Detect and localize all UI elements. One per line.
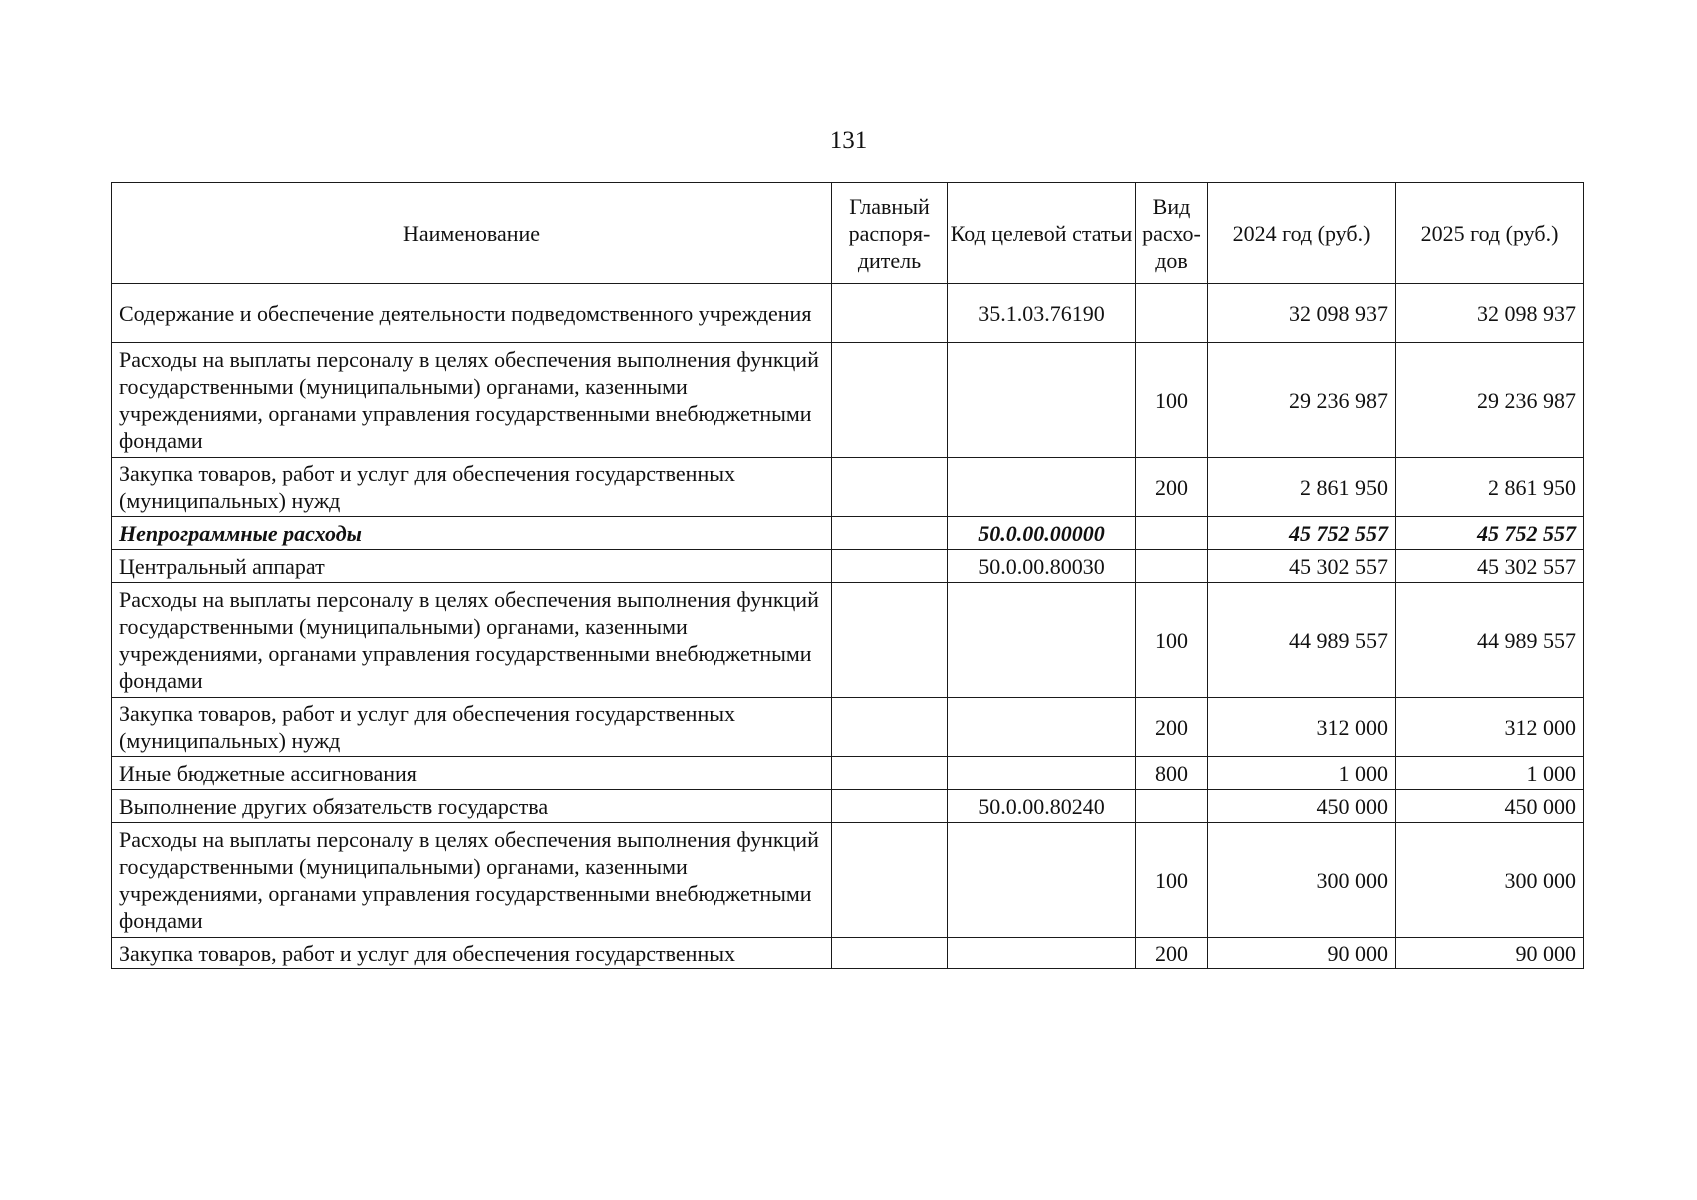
table-row — [112, 284, 1584, 343]
cell-type: 200 — [1136, 458, 1208, 517]
cell-2025: 300 000 — [1396, 823, 1584, 938]
cell-manager — [832, 517, 948, 550]
header-code: Код целевой статьи — [948, 183, 1136, 284]
cell-2024: 29 236 987 — [1208, 343, 1396, 458]
cell-code — [948, 343, 1136, 458]
cell-code — [948, 823, 1136, 938]
cell-2024: 2 861 950 — [1208, 458, 1396, 517]
cell-type: 200 — [1136, 938, 1208, 969]
cell-manager — [832, 698, 948, 757]
cell-2024: 32 098 937 — [1208, 284, 1396, 343]
cell-name: Расходы на выплаты персоналу в целях обеспечения выполнения функций государственными (муниципальными) органами, казенными учреждениями, органами управления государственными внебюджетными фондами — [112, 583, 832, 698]
cell-2025: 45 302 557 — [1396, 550, 1584, 583]
cell-manager — [832, 284, 948, 343]
cell-name: Непрограммные расходы — [112, 517, 832, 550]
cell-2024: 44 989 557 — [1208, 583, 1396, 698]
cell-name: Расходы на выплаты персоналу в целях обеспечения выполнения функций государственными (муниципальными) органами, казенными учреждениями, органами управления государственными внебюджетными фондами — [112, 343, 832, 458]
cell-manager — [832, 757, 948, 790]
cell-2024: 300 000 — [1208, 823, 1396, 938]
table-row — [112, 517, 1584, 550]
table-row — [112, 790, 1584, 823]
cell-manager — [832, 458, 948, 517]
cell-type: 800 — [1136, 757, 1208, 790]
cell-code — [948, 698, 1136, 757]
cell-name: Закупка товаров, работ и услуг для обеспечения государственных — [112, 938, 832, 969]
cell-name: Содержание и обеспечение деятельности подведомственного учреждения — [112, 284, 832, 343]
cell-name: Иные бюджетные ассигнования — [112, 757, 832, 790]
cell-code: 50.0.00.00000 — [948, 517, 1136, 550]
cell-type — [1136, 517, 1208, 550]
table-row — [112, 343, 1584, 458]
cell-2024: 1 000 — [1208, 757, 1396, 790]
cell-manager — [832, 550, 948, 583]
cell-2025: 1 000 — [1396, 757, 1584, 790]
cell-2025: 32 098 937 — [1396, 284, 1584, 343]
cell-2024: 450 000 — [1208, 790, 1396, 823]
cell-2025: 90 000 — [1396, 938, 1584, 969]
cell-2025: 29 236 987 — [1396, 343, 1584, 458]
table-row — [112, 757, 1584, 790]
cell-2024: 90 000 — [1208, 938, 1396, 969]
header-manager: Главный распоря-дитель — [832, 183, 948, 284]
header-name: Наименование — [112, 183, 832, 284]
cell-type — [1136, 550, 1208, 583]
header-2025: 2025 год (руб.) — [1396, 183, 1584, 284]
cell-manager — [832, 790, 948, 823]
cell-type: 100 — [1136, 343, 1208, 458]
cell-manager — [832, 938, 948, 969]
cell-type — [1136, 790, 1208, 823]
table-row — [112, 550, 1584, 583]
cell-manager — [832, 583, 948, 698]
cell-2025: 450 000 — [1396, 790, 1584, 823]
cell-manager — [832, 823, 948, 938]
cell-type — [1136, 284, 1208, 343]
cell-type: 200 — [1136, 698, 1208, 757]
table-row — [112, 458, 1584, 517]
budget-table — [111, 182, 1584, 969]
table-header-row — [112, 183, 1584, 284]
cell-manager — [832, 343, 948, 458]
cell-code: 50.0.00.80240 — [948, 790, 1136, 823]
table-row — [112, 823, 1584, 938]
table-row — [112, 583, 1584, 698]
cell-2025: 44 989 557 — [1396, 583, 1584, 698]
cell-code: 35.1.03.76190 — [948, 284, 1136, 343]
cell-name: Выполнение других обязательств государства — [112, 790, 832, 823]
cell-2025: 2 861 950 — [1396, 458, 1584, 517]
cell-2024: 45 752 557 — [1208, 517, 1396, 550]
cell-type: 100 — [1136, 583, 1208, 698]
cell-2024: 312 000 — [1208, 698, 1396, 757]
cell-type: 100 — [1136, 823, 1208, 938]
cell-name: Закупка товаров, работ и услуг для обеспечения государственных (муниципальных) нужд — [112, 698, 832, 757]
cell-2025: 45 752 557 — [1396, 517, 1584, 550]
cell-name: Закупка товаров, работ и услуг для обеспечения государственных (муниципальных) нужд — [112, 458, 832, 517]
table-row — [112, 938, 1584, 969]
cell-code — [948, 583, 1136, 698]
cell-code: 50.0.00.80030 — [948, 550, 1136, 583]
cell-code — [948, 458, 1136, 517]
cell-name: Центральный аппарат — [112, 550, 832, 583]
cell-code — [948, 938, 1136, 969]
cell-2025: 312 000 — [1396, 698, 1584, 757]
cell-2024: 45 302 557 — [1208, 550, 1396, 583]
page-number: 131 — [829, 127, 868, 154]
header-type: Вид расхо-дов — [1136, 183, 1208, 284]
header-2024: 2024 год (руб.) — [1208, 183, 1396, 284]
table-row — [112, 698, 1584, 757]
cell-code — [948, 757, 1136, 790]
cell-name: Расходы на выплаты персоналу в целях обеспечения выполнения функций государственными (муниципальными) органами, казенными учреждениями, органами управления государственными внебюджетными фондами — [112, 823, 832, 938]
